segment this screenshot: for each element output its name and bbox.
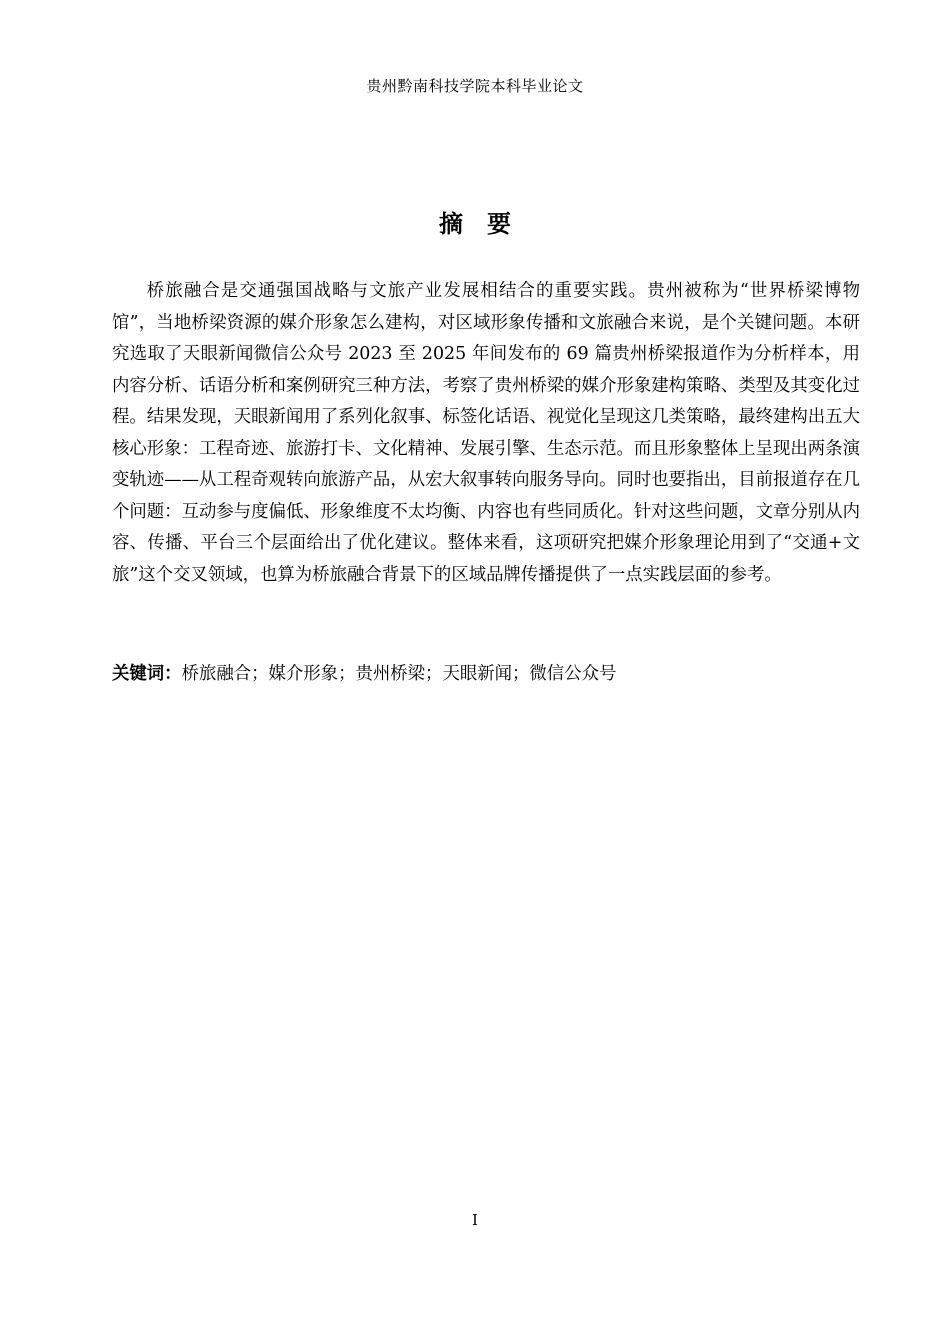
keywords-line	[112, 659, 860, 691]
keywords-text: 桥旅融合；媒介形象；贵州桥梁；天眼新闻；微信公众号	[181, 664, 617, 684]
keywords-label: 关键词：	[112, 664, 182, 684]
running-header: 贵州黔南科技学院本科毕业论文	[366, 77, 584, 95]
abstract-title: 摘要	[439, 209, 535, 238]
abstract-body: 桥旅融合是交通强国战略与文旅产业发展相结合的重要实践。贵州被称为“世界桥梁博物馆”，当地桥梁资源的媒介形象怎么建构，对区域形象传播和文旅融合来说，是个关键问题。本研究选取了天眼新闻微信公众号 2023 至 2025 年间发布的 69 篇贵州桥梁报道作为分析样本，用内容分析、话语分析和案例研究三种方法，考察了贵州桥梁的媒介形象建构策略、类型及其变化过程。结果发现，天眼新闻用了系列化叙事、标签化话语、视觉化呈现这几类策略，最终建构出五大核心形象：工程奇迹、旅游打卡、文化精神、发展引擎、生态示范。而且形象整体上呈现出两条演变轨迹——从工程奇观转向旅游产品，从宏大叙事转向服务导向。同时也要指出，目前报道存在几个问题：互动参与度偏低、形象维度不太均衡、内容也有些同质化。针对这些问题，文章分别从内容、传播、平台三个层面给出了优化建议。整体来看，这项研究把媒介形象理论用到了“交通+文旅”这个交叉领域，也算为桥旅融合背景下的区域品牌传播提供了一点实践层面的参考。	[112, 281, 860, 585]
page-number: I	[472, 1211, 478, 1229]
